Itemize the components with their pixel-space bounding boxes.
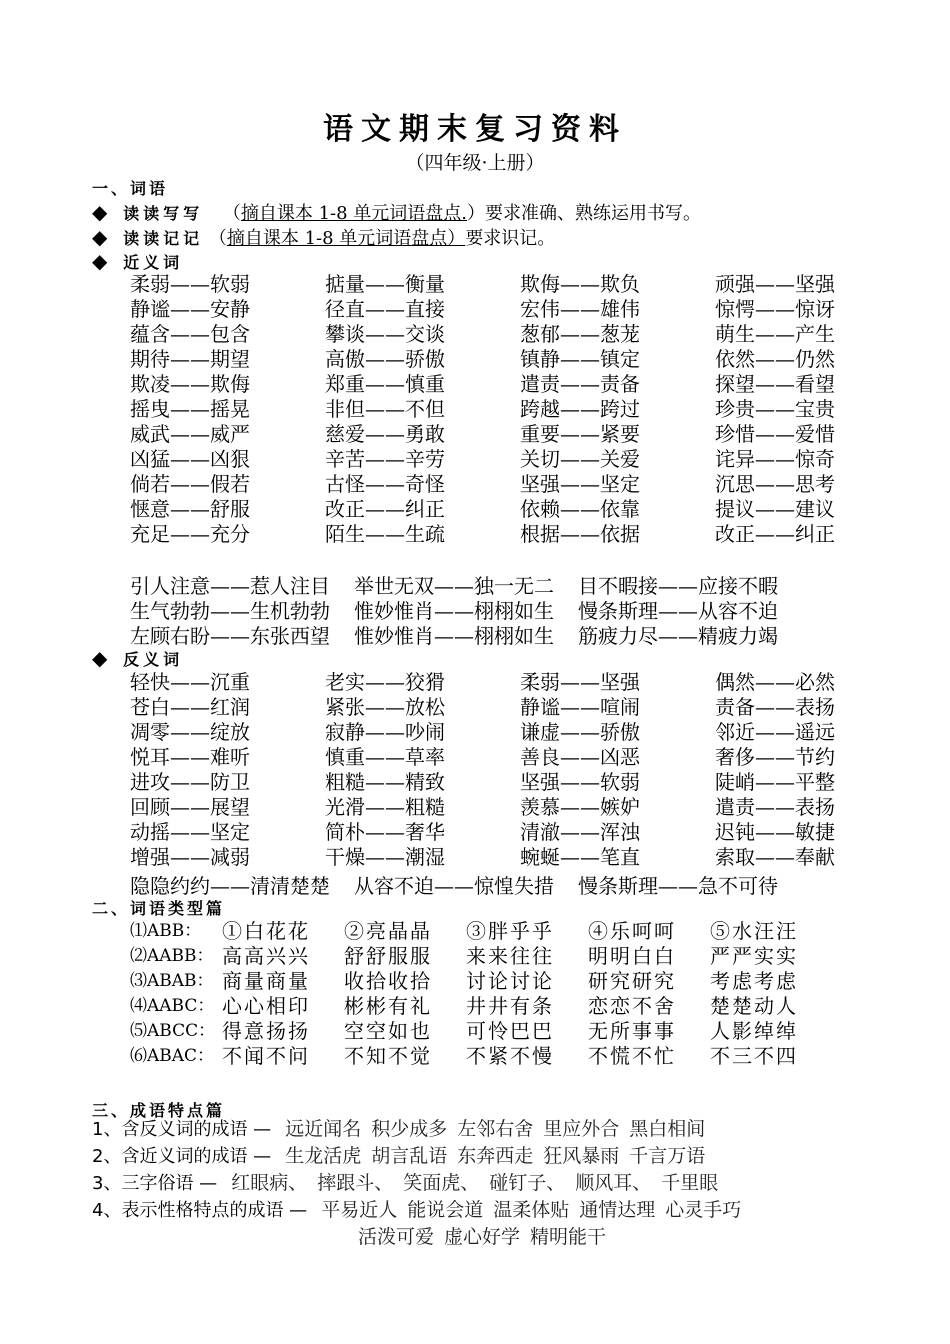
- idiom-example: 笑面虎、: [403, 1172, 480, 1194]
- bullet-label: 近义词: [123, 253, 184, 272]
- synonym-pair: 高傲——骄傲: [325, 347, 445, 371]
- antonym-pair: 慎重——草率: [325, 745, 445, 769]
- synonym-idiom-pair: 慢条斯理——从容不迫: [578, 599, 778, 623]
- idiom-feature-list: [92, 1116, 751, 1251]
- synonym-pair: 欺凌——欺侮: [130, 372, 250, 396]
- word-type-row: [130, 994, 832, 1019]
- synonym-pair: 蕴含——包含: [130, 322, 250, 346]
- idiom-feature-label: 3、三字俗语 —: [92, 1173, 218, 1194]
- word-type-example: 不紧不慢: [466, 1044, 554, 1068]
- synonym-pair: 郑重——慎重: [325, 372, 445, 396]
- idiom-example: 红眼病、: [231, 1172, 308, 1194]
- section-heading-word-types: 二、词语类型篇: [92, 899, 226, 918]
- bullet-antonyms: [92, 646, 183, 670]
- synonym-pair: 提议——建议: [715, 497, 835, 521]
- synonym-pair: 坚强——坚定: [520, 472, 640, 496]
- antonym-pair: 寂静——吵闹: [325, 720, 445, 744]
- synonym-pair: 惬意——舒服: [130, 497, 250, 521]
- idiom-example: 黑白相间: [629, 1118, 706, 1140]
- antonym-pair: 遣责——表扬: [715, 795, 835, 819]
- idiom-example: 摔跟斗、: [317, 1172, 394, 1194]
- idiom-feature-row: [92, 1170, 751, 1197]
- synonym-idiom-pair: 筋疲力尽——精疲力竭: [578, 624, 778, 648]
- synonym-pair: 根据——依据: [520, 522, 640, 546]
- idiom-feature-row: [92, 1116, 751, 1143]
- antonym-row: [130, 845, 910, 870]
- word-type-example: 得意扬扬: [222, 1019, 310, 1043]
- antonym-pair: 动摇——坚定: [130, 820, 250, 844]
- idiom-example: 心灵手巧: [665, 1199, 742, 1221]
- word-type-example: 严严实实: [710, 944, 798, 968]
- word-type-example: 来来往往: [466, 944, 554, 968]
- synonym-idiom-pair: 惟妙惟肖——栩栩如生: [354, 624, 554, 648]
- idiom-example: 活泼可爱: [358, 1226, 435, 1248]
- synonym-row: [130, 447, 910, 472]
- idiom-example: 千里眼: [661, 1172, 719, 1194]
- antonym-pair: 光滑——粗糙: [325, 795, 445, 819]
- word-type-label: ⑸ABCC：: [130, 1021, 216, 1041]
- idiom-feature-items: [285, 1143, 715, 1170]
- synonym-pair: 静谧——安静: [130, 297, 250, 321]
- word-type-example: 收拾收拾: [344, 969, 432, 993]
- synonym-pair: 重要——紧要: [520, 422, 640, 446]
- antonym-pair: 邻近——遥远: [715, 720, 835, 744]
- synonym-row: [130, 272, 910, 297]
- idiom-example: 平易近人: [321, 1199, 398, 1221]
- word-type-example: 心心相印: [222, 994, 310, 1018]
- antonym-idiom-row: [130, 870, 802, 899]
- idiom-example: 精明能干: [530, 1226, 607, 1248]
- antonym-pair: 粗糙——精致: [325, 770, 445, 794]
- synonym-idiom-pair: 左顾右盼——东张西望: [130, 624, 330, 648]
- synonym-pair: 葱郁——葱茏: [520, 322, 640, 346]
- idiom-example: 远近闻名: [285, 1118, 362, 1140]
- synonym-pair: 惊愕——惊讶: [715, 297, 835, 321]
- word-type-example: 人影绰绰: [710, 1019, 798, 1043]
- synonym-idiom-pair: 生气勃勃——生机勃勃: [130, 599, 330, 623]
- word-type-example: 不闻不问: [222, 1044, 310, 1068]
- idiom-example: 狂风暴雨: [543, 1145, 620, 1167]
- antonym-pair: 奢侈——节约: [715, 745, 835, 769]
- page-subtitle: （四年级·上册）: [405, 152, 545, 174]
- word-type-example: 可怜巴巴: [466, 1019, 554, 1043]
- antonym-pair: 悦耳——难听: [130, 745, 250, 769]
- antonym-pair: 偶然——必然: [715, 670, 835, 694]
- antonym-idiom-pair: 从容不迫——惊惶失措: [354, 874, 554, 898]
- synonym-pair: 沉思——思考: [715, 472, 835, 496]
- synonym-idiom-pair: 目不暇接——应接不暇: [578, 574, 778, 598]
- synonym-pair: 威武——威严: [130, 422, 250, 446]
- word-type-label: ⑶ABAB：: [130, 971, 214, 991]
- synonym-pair: 诧异——惊奇: [715, 447, 835, 471]
- bullet-label: 读读写写: [123, 204, 204, 223]
- idiom-example: 生龙活虎: [285, 1145, 362, 1167]
- antonym-row: [130, 770, 910, 795]
- word-type-example: 高高兴兴: [222, 944, 310, 968]
- antonym-pair: 老实——狡猾: [325, 670, 445, 694]
- synonym-pair: 非但——不但: [325, 397, 445, 421]
- antonym-pair: 静谧——喧闹: [520, 695, 640, 719]
- word-type-label: ⑷AABC：: [130, 996, 215, 1016]
- antonym-pair: 善良——凶恶: [520, 745, 640, 769]
- word-type-example: 明明白白: [588, 944, 676, 968]
- antonym-pair: 紧张——放松: [325, 695, 445, 719]
- synonym-pair: 珍贵——宝贵: [715, 397, 835, 421]
- bullet-read-write: [92, 199, 701, 225]
- idiom-example: 碰钉子、: [489, 1172, 566, 1194]
- requirement-text: 要求识记。: [465, 228, 556, 249]
- idiom-feature-label: 4、表示性格特点的成语 —: [92, 1200, 308, 1221]
- bullet-label: 反义词: [123, 650, 184, 669]
- word-type-example: 井井有条: [466, 994, 554, 1018]
- synonym-pair: 欺侮——欺负: [520, 272, 640, 296]
- word-type-row: [130, 944, 832, 969]
- word-type-example: ②亮晶晶: [344, 919, 432, 943]
- word-type-example: 空空如也: [344, 1019, 432, 1043]
- word-type-example: 商量商量: [222, 969, 310, 993]
- synonym-row: [130, 397, 910, 422]
- word-type-example: 楚楚动人: [710, 994, 798, 1018]
- synonym-pair: 充足——充分: [130, 522, 250, 546]
- idiom-example: 能说会道: [407, 1199, 484, 1221]
- idiom-example: 东奔西走: [457, 1145, 534, 1167]
- idiom-feature-row: [92, 1143, 751, 1170]
- word-type-label: ⑵AABB：: [130, 946, 214, 966]
- synonym-pair: 关切——关爱: [520, 447, 640, 471]
- diamond-bullet-icon: ◆: [92, 646, 108, 670]
- idiom-feature-row: [92, 1197, 751, 1224]
- idiom-example: 虚心好学: [444, 1226, 521, 1248]
- antonym-pair: 羡慕——嫉妒: [520, 795, 640, 819]
- textbook-reference: 摘自课本 1-8 单元词语盘点.: [240, 203, 468, 224]
- synonym-pair: 改正——纠正: [715, 522, 835, 546]
- word-type-example: 无所事事: [588, 1019, 676, 1043]
- idiom-example: 积少成多: [371, 1118, 448, 1140]
- synonym-row: [130, 347, 910, 372]
- word-type-label: ⑴ABB：: [130, 921, 202, 941]
- antonym-row: [130, 695, 910, 720]
- word-type-example: ①白花花: [222, 919, 310, 943]
- synonym-pair: 慈爱——勇敢: [325, 422, 445, 446]
- section-heading-words: 一、词语: [92, 179, 169, 198]
- antonym-pair: 陡峭——平整: [715, 770, 835, 794]
- word-type-row: [130, 1044, 832, 1069]
- synonym-pair: 遣责——责备: [520, 372, 640, 396]
- idiom-feature-items: [285, 1116, 715, 1143]
- antonym-pair: 回顾——展望: [130, 795, 250, 819]
- synonym-idiom-pair: 举世无双——独一无二: [354, 574, 554, 598]
- word-type-row: [130, 919, 832, 944]
- idiom-feature-items: [358, 1224, 616, 1251]
- synonym-pair: 倘若——假若: [130, 472, 250, 496]
- paren-open: （: [208, 228, 227, 249]
- synonym-pair: 径直——直接: [325, 297, 445, 321]
- antonym-idiom-pair: 隐隐约约——清清楚楚: [130, 874, 330, 898]
- antonym-pair: 蜿蜒——笔直: [520, 845, 640, 869]
- antonym-idiom-pair: 慢条斯理——急不可待: [578, 874, 778, 898]
- antonym-pair: 清澈——浑浊: [520, 820, 640, 844]
- antonym-pair: 谦虚——骄傲: [520, 720, 640, 744]
- word-type-example: 研究研究: [588, 969, 676, 993]
- antonym-row: [130, 820, 910, 845]
- synonym-pair: 镇静——镇定: [520, 347, 640, 371]
- idiom-example: 千言万语: [629, 1145, 706, 1167]
- idiom-example: 里应外合: [543, 1118, 620, 1140]
- textbook-reference: 摘自课本 1-8 单元词语盘点）: [226, 228, 466, 249]
- word-type-example: 不知不觉: [344, 1044, 432, 1068]
- antonym-pair: 迟钝——敏捷: [715, 820, 835, 844]
- antonym-pair: 索取——奉献: [715, 845, 835, 869]
- idiom-example: 通情达理: [579, 1199, 656, 1221]
- synonym-pair: 陌生——生疏: [325, 522, 445, 546]
- synonym-pair: 攀谈——交谈: [325, 322, 445, 346]
- antonym-pair: 增强——减弱: [130, 845, 250, 869]
- synonym-pair: 跨越——跨过: [520, 397, 640, 421]
- word-type-row: [130, 969, 832, 994]
- antonym-row: [130, 720, 910, 745]
- synonym-idiom-pair: 引人注意——惹人注目: [130, 574, 330, 598]
- synonym-pair: 古怪——奇怪: [325, 472, 445, 496]
- synonym-idiom-pair: 惟妙惟肖——栩栩如生: [354, 599, 554, 623]
- synonym-row: [130, 297, 910, 322]
- synonym-row: [130, 497, 910, 522]
- word-type-example: 舒舒服服: [344, 944, 432, 968]
- synonym-row: [130, 322, 910, 347]
- bullet-read-remember: [92, 224, 555, 250]
- synonym-pair: 辛苦——辛劳: [325, 447, 445, 471]
- bullet-synonyms: [92, 249, 183, 273]
- synonym-pair: 探望——看望: [715, 372, 835, 396]
- synonym-pair: 顽强——坚强: [715, 272, 835, 296]
- synonym-pair: 珍惜——爱惜: [715, 422, 835, 446]
- word-type-example: ③胖乎乎: [466, 919, 554, 943]
- antonym-pair: 凋零——绽放: [130, 720, 250, 744]
- diamond-bullet-icon: ◆: [92, 200, 108, 224]
- bullet-label: 读读记记: [123, 229, 204, 248]
- antonym-pair: 进攻——防卫: [130, 770, 250, 794]
- word-type-example: 恋恋不舍: [588, 994, 676, 1018]
- idiom-feature-items: [321, 1197, 751, 1224]
- antonym-grid: [130, 670, 910, 870]
- idiom-example: 顺风耳、: [575, 1172, 652, 1194]
- idiom-feature-label: 1、含反义词的成语 —: [92, 1119, 272, 1140]
- word-type-list: [130, 919, 832, 1069]
- word-type-example: 考虑考虑: [710, 969, 798, 993]
- diamond-bullet-icon: ◆: [92, 249, 108, 273]
- synonym-pair: 柔弱——软弱: [130, 272, 250, 296]
- word-type-example: ④乐呵呵: [588, 919, 676, 943]
- synonym-row: [130, 522, 910, 547]
- antonym-row: [130, 670, 910, 695]
- synonym-pair: 掂量——衡量: [325, 272, 445, 296]
- section-heading-idiom-features: 三、成语特点篇: [92, 1101, 226, 1120]
- synonym-grid: [130, 272, 910, 547]
- word-type-example: 讨论讨论: [466, 969, 554, 993]
- word-type-label: ⑹ABAC：: [130, 1046, 215, 1066]
- synonym-idiom-row: [130, 620, 802, 649]
- idiom-feature-label: 2、含近义词的成语 —: [92, 1146, 272, 1167]
- diamond-bullet-icon: ◆: [92, 225, 108, 249]
- word-type-row: [130, 1019, 832, 1044]
- antonym-pair: 责备——表扬: [715, 695, 835, 719]
- antonym-pair: 简朴——奢华: [325, 820, 445, 844]
- antonym-pair: 苍白——红润: [130, 695, 250, 719]
- synonym-pair: 改正——纠正: [325, 497, 445, 521]
- synonym-pair: 期待——期望: [130, 347, 250, 371]
- synonym-row: [130, 372, 910, 397]
- antonym-pair: 柔弱——坚强: [520, 670, 640, 694]
- word-type-example: 彬彬有礼: [344, 994, 432, 1018]
- antonym-row: [130, 745, 910, 770]
- idiom-example: 胡言乱语: [371, 1145, 448, 1167]
- antonym-pair: 轻快——沉重: [130, 670, 250, 694]
- synonym-row: [130, 472, 910, 497]
- word-type-example: 不三不四: [710, 1044, 798, 1068]
- antonym-row: [130, 795, 910, 820]
- synonym-pair: 依赖——依靠: [520, 497, 640, 521]
- synonym-pair: 萌生——产生: [715, 322, 835, 346]
- synonym-pair: 宏伟——雄伟: [520, 297, 640, 321]
- synonym-row: [130, 422, 910, 447]
- requirement-text: ）要求准确、熟练运用书写。: [467, 203, 702, 224]
- synonym-pair: 凶猛——凶狠: [130, 447, 250, 471]
- antonym-pair: 坚强——软弱: [520, 770, 640, 794]
- antonym-pair: 干燥——潮湿: [325, 845, 445, 869]
- idiom-feature-items: [231, 1170, 728, 1197]
- word-type-example: ⑤水汪汪: [710, 919, 798, 943]
- idiom-feature-continuation: [92, 1224, 751, 1251]
- idiom-example: 温柔体贴: [493, 1199, 570, 1221]
- page-title: 语文期末复习资料: [323, 112, 627, 147]
- synonym-pair: 依然——仍然: [715, 347, 835, 371]
- idiom-example: 左邻右舍: [457, 1118, 534, 1140]
- word-type-example: 不慌不忙: [588, 1044, 676, 1068]
- synonym-pair: 摇曳——摇晃: [130, 397, 250, 421]
- paren-open: （: [222, 203, 241, 224]
